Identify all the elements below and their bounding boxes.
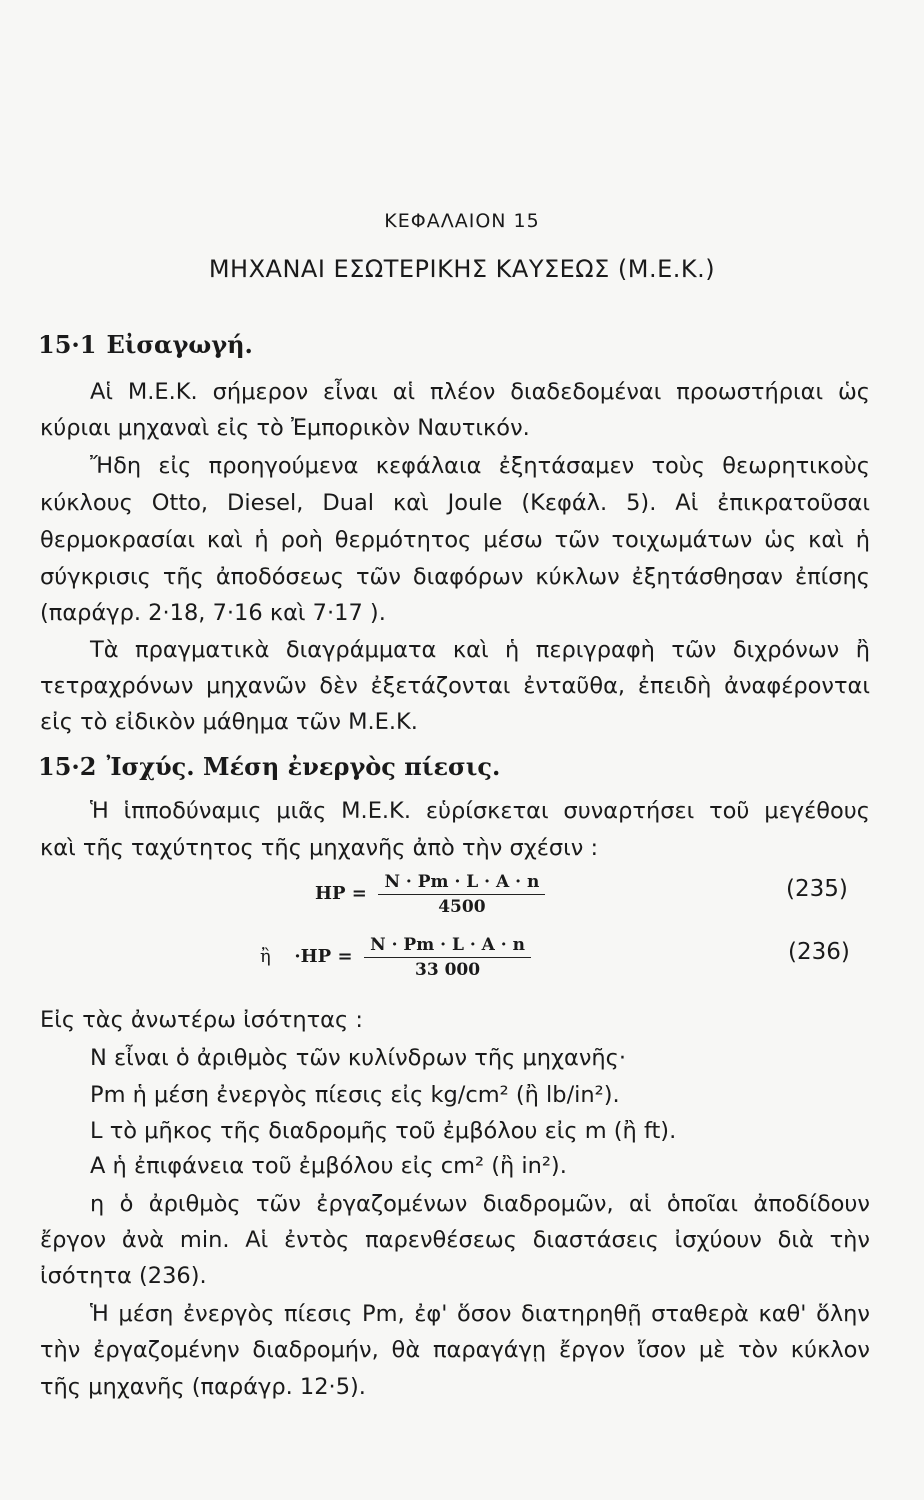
formula-lhs: ·HP = [294, 946, 353, 967]
formula-denominator: 4500 [438, 897, 486, 917]
paragraph-line: τὴν ἐργαζομένην διαδρομήν, θὰ παραγάγῃ ἔργον ἴσον μὲ τὸν κύκλον [40, 1337, 870, 1363]
paragraph-line: καὶ τῆς ταχύτητος τῆς μηχανῆς ἀπὸ τὴν σχέσιν : [40, 835, 599, 861]
paragraph-line: τῆς μηχανῆς (παράγρ. 12·5). [40, 1374, 366, 1400]
paragraph-line: εἰς τὸ εἰδικὸν μάθημα τῶν Μ.Ε.Κ. [40, 709, 418, 735]
section-title: Ἰσχύς. Μέση ἐνεργὸς πίεσις. [106, 752, 501, 781]
paragraph-line: τετραχρόνων μηχανῶν δὲν ἐξετάζονται ἐνταῦθα, ἐπειδὴ ἀναφέρονται [40, 673, 870, 699]
paragraph-line: (παράγρ. 2·18, 7·16 καὶ 7·17 ). [40, 600, 386, 626]
definition-line: η ὁ ἀριθμὸς τῶν ἐργαζομένων διαδρομῶν, αἱ ὁποῖαι ἀποδίδουν [90, 1191, 870, 1217]
paragraph-line: Ἡ μέση ἐνεργὸς πίεσις Pm, ἐφ' ὅσον διατηρηθῇ σταθερὰ καθ' ὅλην [90, 1301, 870, 1327]
formula-235 [315, 872, 545, 917]
formula-236 [260, 935, 531, 980]
section-heading-intro [38, 330, 253, 359]
definition-line: A ἡ ἐπιφάνεια τοῦ ἐμβόλου εἰς cm² (ἢ in²). [90, 1153, 567, 1179]
formula-numerator: N · Pm · L · A · n [378, 872, 545, 895]
paragraph-line: Ἡ ἱπποδύναμις μιᾶς Μ.Ε.Κ. εὑρίσκεται συναρτήσει τοῦ μεγέθους [90, 798, 870, 824]
formula-numerator: N · Pm · L · A · n [364, 935, 531, 958]
chapter-label: ΚΕΦΑΛΑΙΟΝ 15 [384, 210, 540, 232]
section-heading-power [38, 752, 500, 781]
formula-fraction [378, 872, 545, 917]
definition-line: Pm ἡ μέση ἐνεργὸς πίεσις εἰς kg/cm² (ἢ lb/in²). [90, 1082, 620, 1108]
equation-number: (235) [786, 876, 848, 902]
paragraph-line: Ἤδη εἰς προηγούμενα κεφάλαια ἐξητάσαμεν τοὺς θεωρητικοὺς [90, 453, 870, 479]
paragraph-line: θερμοκρασίαι καὶ ἡ ροὴ θερμότητος μέσω τῶν τοιχωμάτων ὡς καὶ ἡ [40, 527, 870, 553]
paragraph-line: Αἱ Μ.Ε.Κ. σήμερον εἶναι αἱ πλέον διαδεδομέναι προωστήριαι ὡς [90, 379, 870, 405]
paragraph-line: κύριαι μηχαναὶ εἰς τὸ Ἐμπορικὸν Ναυτικόν. [40, 415, 530, 441]
section-title: Εἰσαγωγή. [106, 330, 253, 359]
paragraph-line: κύκλους Otto, Diesel, Dual καὶ Joule (Κεφάλ. 5). Αἱ ἐπικρατοῦσαι [40, 490, 870, 516]
section-number: 15·2 [38, 752, 97, 781]
formula-fraction [364, 935, 531, 980]
formula-lhs: HP = [315, 883, 367, 904]
definition-line: L τὸ μῆκος τῆς διαδρομῆς τοῦ ἐμβόλου εἰς m (ἢ ft). [90, 1118, 677, 1144]
section-number: 15·1 [38, 330, 97, 359]
equation-number: (236) [788, 939, 850, 965]
formula-prefix: ἢ [260, 946, 271, 967]
formula-denominator: 33 000 [415, 960, 481, 980]
paragraph-line: Εἰς τὰς ἀνωτέρω ἰσότητας : [40, 1007, 363, 1033]
paragraph-line: Τὰ πραγματικὰ διαγράμματα καὶ ἡ περιγραφὴ τῶν διχρόνων ἢ [90, 637, 870, 663]
paragraph-line: ἔργον ἀνὰ min. Αἱ ἐντὸς παρενθέσεως διαστάσεις ἰσχύουν διὰ τὴν [40, 1227, 870, 1253]
paragraph-line: ἰσότητα (236). [40, 1263, 207, 1289]
definition-line: N εἶναι ὁ ἀριθμὸς τῶν κυλίνδρων τῆς μηχανῆς· [90, 1045, 627, 1071]
paragraph-line: σύγκρισις τῆς ἀποδόσεως τῶν διαφόρων κύκλων ἐξητάσθησαν ἐπίσης [40, 564, 870, 590]
chapter-title: ΜΗΧΑΝΑΙ ΕΣΩΤΕΡΙΚΗΣ ΚΑΥΣΕΩΣ (Μ.Ε.Κ.) [208, 255, 716, 283]
